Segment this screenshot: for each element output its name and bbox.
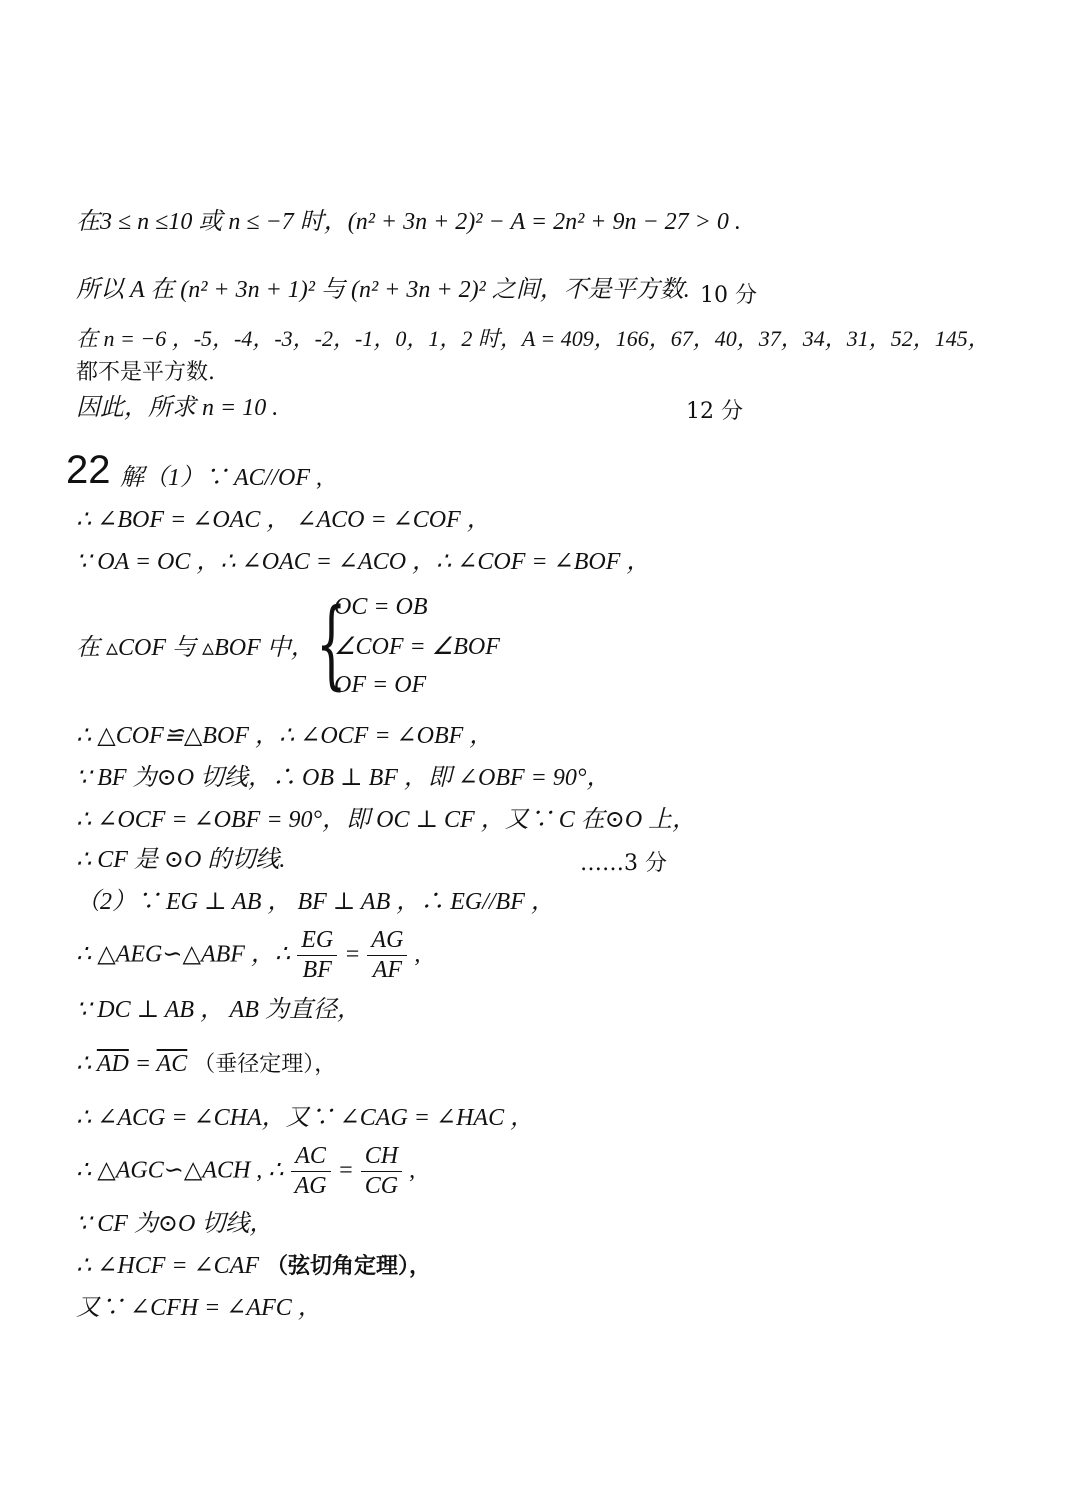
text-line <box>76 926 420 985</box>
text-line: ∴ △COF≌△BOF ，∴ ∠OCF = ∠OBF ， <box>76 723 494 749</box>
score-label: 12 分 <box>686 399 743 424</box>
numerator: CH <box>361 1142 402 1172</box>
numerator: AC <box>291 1142 331 1172</box>
text-line: （2）∵ EG ⊥ AB ， BF ⊥ AB ，∴ EG//BF ， <box>76 889 555 915</box>
score-label: 10 分 <box>700 283 757 308</box>
numerator: EG <box>297 926 337 956</box>
denominator: AF <box>372 956 403 983</box>
score-label: ……3 分 <box>580 851 667 876</box>
system-brace: { <box>316 588 347 700</box>
text-segment: ∴ △AGC∽△ACH , ∴ <box>76 1157 284 1184</box>
numerator: AG <box>367 926 407 956</box>
text-line: ∵ OA = OC ，∴ ∠OAC = ∠ACO ，∴ ∠COF = ∠BOF ， <box>76 549 651 575</box>
text-line: 在 ▵COF 与 ▵BOF 中， <box>76 635 315 661</box>
fraction <box>367 926 407 985</box>
therefore: ∴ <box>76 1051 97 1077</box>
problem-number: 22 <box>66 448 111 492</box>
text-line: ∴ ∠BOF = ∠OAC ， ∠ACO = ∠COF ， <box>76 507 491 533</box>
comma: , <box>409 1157 416 1184</box>
system-equation: OC = OB <box>334 594 428 620</box>
text-line: 在 n = −6 ，-5，-4，-3，-2，-1，0，1，2 时，A = 409，166，67，40，37，34，31，52，145， <box>76 326 990 351</box>
text-line: ∴ ∠ACG = ∠CHA，又∵ ∠CAG = ∠HAC ， <box>76 1105 535 1131</box>
text-line: 又∵ ∠CFH = ∠AFC ， <box>76 1295 322 1321</box>
text-line <box>76 1252 431 1281</box>
comma: , <box>414 941 421 968</box>
system-equation: ∠COF = ∠BOF <box>334 634 500 660</box>
arc-ad: $\overline{AD}$ <box>96 1051 129 1077</box>
text-line: ∵ DC ⊥ AB ， AB 为直径， <box>76 997 361 1023</box>
theorem-note: （垂径定理）， <box>193 1051 337 1076</box>
equals: = <box>337 1157 354 1184</box>
denominator: AG <box>294 1172 327 1199</box>
fraction <box>297 926 337 985</box>
text-line <box>76 1142 415 1201</box>
text-line: ∴ CF 是 ⊙O 的切线. <box>76 847 286 873</box>
text-line: ∵ CF 为⊙O 切线， <box>76 1211 274 1237</box>
text-line: 因此，所求 n = 10 . <box>76 395 279 421</box>
denominator: CG <box>364 1172 399 1199</box>
text-line: ∴ ∠OCF = ∠OBF = 90°，即 OC ⊥ CF ，又∵ C 在⊙O 上， <box>76 807 697 833</box>
equals: = <box>344 941 361 968</box>
arc-ac: $\overline{AC}$ <box>156 1051 188 1077</box>
text-line: 都不是平方数. <box>76 360 215 385</box>
system-equation: OF = OF <box>334 672 427 698</box>
text-line: 在3 ≤ n ≤10 或 n ≤ −7 时，(n² + 3n + 2)² − A = 2n² + 9n − 27 > 0 . <box>76 209 741 235</box>
denominator: BF <box>302 956 332 983</box>
fraction <box>361 1142 402 1201</box>
equals: = <box>128 1051 157 1077</box>
text-line <box>76 1050 336 1079</box>
text-line: 解（1）∵ AC//OF , <box>120 465 322 491</box>
fraction <box>291 1142 331 1201</box>
text-segment: ∴ △AEG∽△ABF ，∴ <box>76 941 291 968</box>
text-line: 所以 A 在 (n² + 3n + 1)² 与 (n² + 3n + 2)² 之间，不是平方数. <box>76 277 690 303</box>
text-line: ∵ BF 为⊙O 切线，∴ OB ⊥ BF ，即 ∠OBF = 90°， <box>76 765 611 791</box>
text-segment: ∴ ∠HCF = ∠CAF <box>76 1253 260 1279</box>
theorem-note: （弦切角定理）， <box>266 1253 432 1279</box>
